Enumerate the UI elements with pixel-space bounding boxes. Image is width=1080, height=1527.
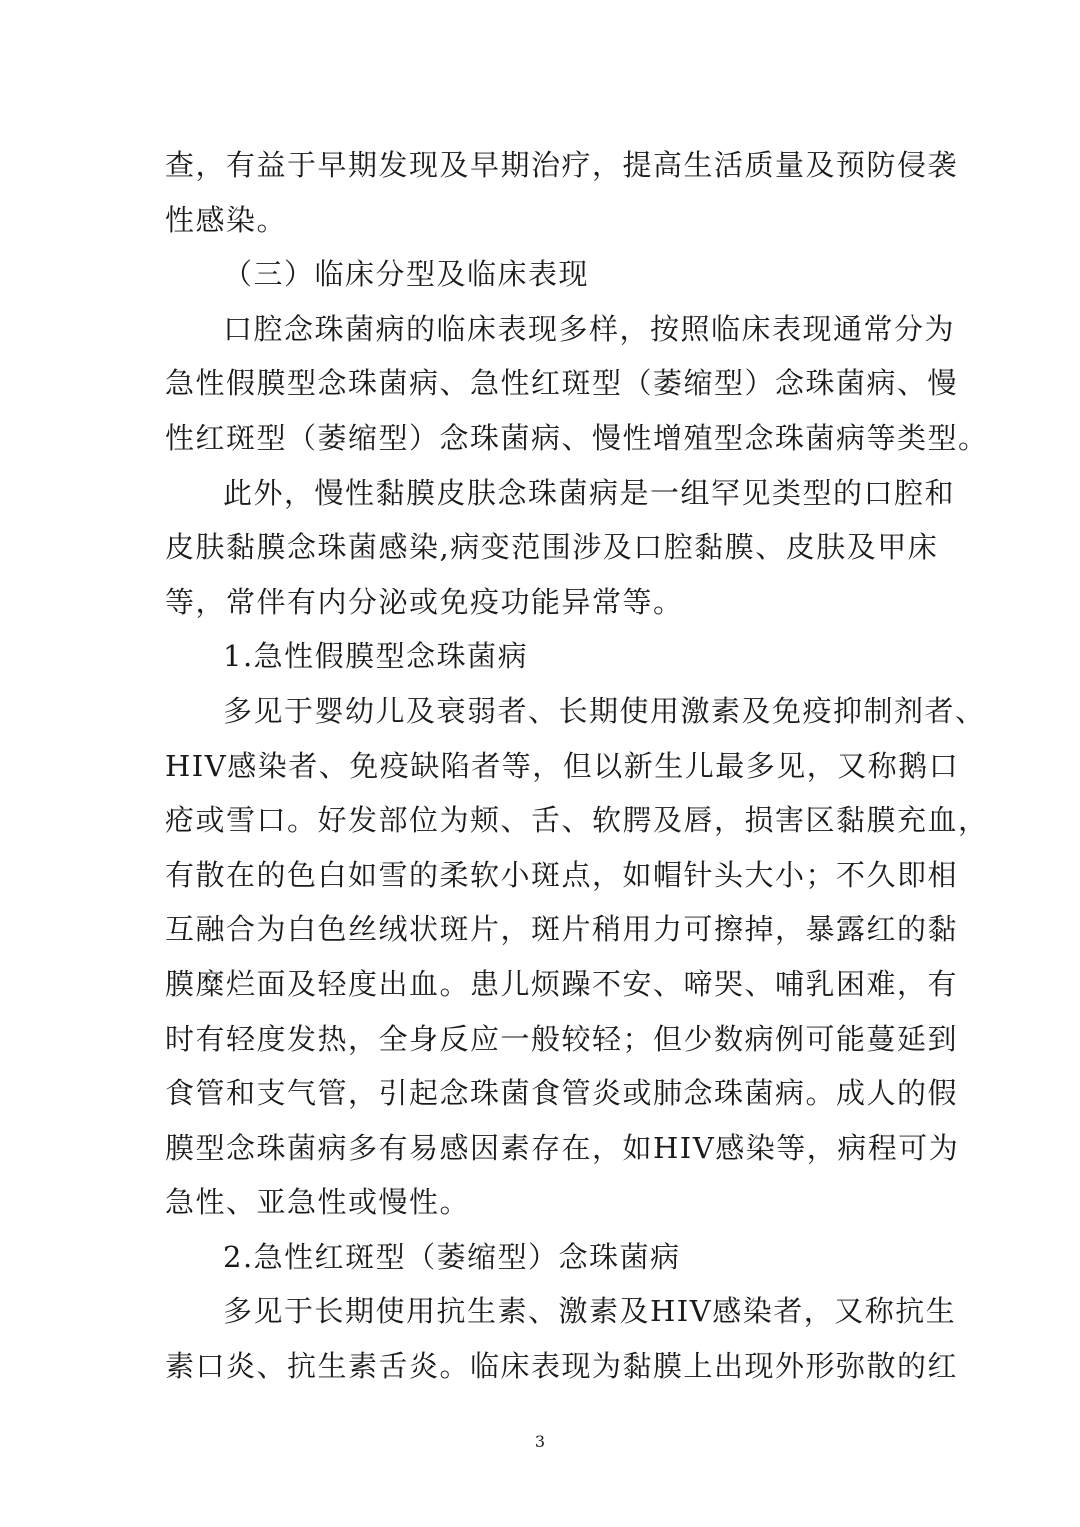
text-line: 查，有益于早期发现及早期治疗，提高生活质量及预防侵袭 bbox=[165, 148, 959, 182]
text-line: 多见于婴幼儿及衰弱者、长期使用激素及免疫抑制剂者、 bbox=[223, 693, 986, 728]
text-line: 互融合为白色丝绒状斑片，斑片稍用力可擦掉，暴露红的黏 bbox=[165, 912, 959, 947]
text-line: 食管和支气管，引起念珠菌食管炎或肺念珠菌病。成人的假 bbox=[165, 1076, 959, 1111]
text-line: 膜糜烂面及轻度出血。患儿烦躁不安、啼哭、哺乳困难，有 bbox=[165, 966, 959, 1001]
text-line: 2.急性红斑型（萎缩型）念珠菌病 bbox=[223, 1239, 681, 1274]
body-text bbox=[165, 138, 989, 1394]
text-line: 膜型念珠菌病多有易感因素存在，如HIV感染等，病程可为 bbox=[165, 1130, 960, 1165]
text-line: 急性假膜型念珠菌病、急性红斑型（萎缩型）念珠菌病、慢 bbox=[165, 366, 959, 401]
text-line: 等，常伴有内分泌或免疫功能异常等。 bbox=[165, 584, 684, 619]
text-line: 时有轻度发热，全身反应一般较轻；但少数病例可能蔓延到 bbox=[165, 1021, 959, 1056]
text-line: 素口炎、抗生素舌炎。临床表现为黏膜上出现外形弥散的红 bbox=[165, 1349, 959, 1384]
text-line: 疮或雪口。好发部位为颊、舌、软腭及唇，损害区黏膜充血， bbox=[165, 803, 989, 838]
text-line: 1.急性假膜型念珠菌病 bbox=[223, 639, 529, 674]
text-line: 性感染。 bbox=[165, 202, 288, 237]
text-line: 多见于长期使用抗生素、激素及HIV感染者，又称抗生 bbox=[223, 1294, 957, 1329]
text-line: 有散在的色白如雪的柔软小斑点，如帽针头大小；不久即相 bbox=[165, 857, 959, 892]
text-line: 此外，慢性黏膜皮肤念珠菌病是一组罕见类型的口腔和 bbox=[223, 475, 956, 510]
page-number: 3 bbox=[534, 1432, 546, 1451]
text-line: 口腔念珠菌病的临床表现多样，按照临床表现通常分为 bbox=[223, 311, 956, 346]
text-line: 急性、亚急性或慢性。 bbox=[165, 1185, 471, 1220]
text-line: HIV感染者、免疫缺陷者等，但以新生儿最多见，又称鹅口 bbox=[165, 748, 960, 783]
text-line: （三）临床分型及临床表现 bbox=[223, 257, 590, 292]
text-line: 性红斑型（萎缩型）念珠菌病、慢性增殖型念珠菌病等类型。 bbox=[165, 420, 989, 455]
text-line: 皮肤黏膜念珠菌感染,病变范围涉及口腔黏膜、皮肤及甲床 bbox=[165, 530, 939, 565]
